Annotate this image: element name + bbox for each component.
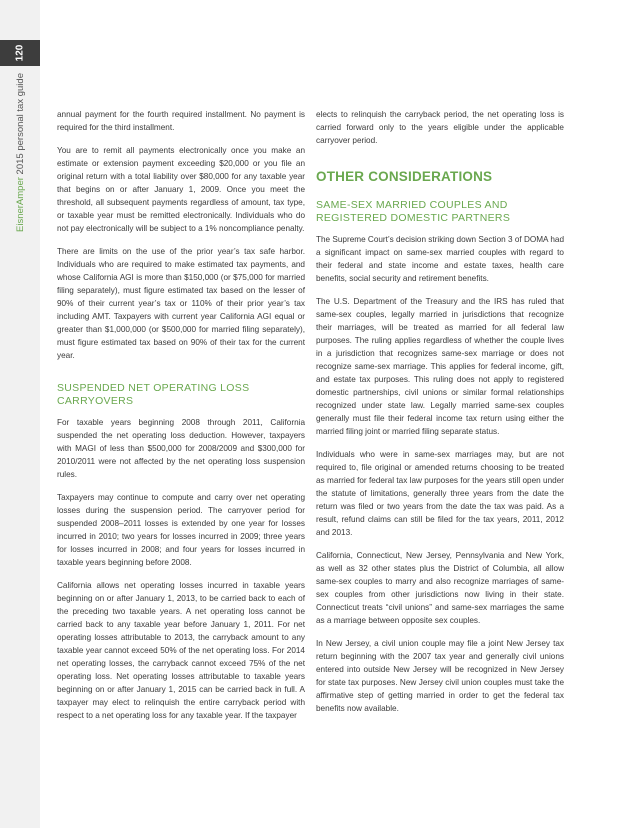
page-number-text: 120 bbox=[14, 44, 26, 62]
section-heading-other-considerations: OTHER CONSIDERATIONS bbox=[316, 169, 493, 184]
body-paragraph: Individuals who were in same-sex marriages may, but are not required to, file original or amended returns choosing to be treated as married for federal tax law purposes for the years still open under the statute of limitations, generally three years from the date the return was filed or two years from the date the tax was paid. As a result, refund claims can still be filed for the tax years, 2011, 2012 and 2013. bbox=[316, 450, 564, 537]
section-heading-nol: SUSPENDED NET OPERATING LOSS CARRYOVERS bbox=[57, 382, 250, 407]
body-paragraph: annual payment for the fourth required installment. No payment is required for the third installment. bbox=[57, 110, 305, 132]
left-column bbox=[57, 108, 305, 732]
body-paragraph: You are to remit all payments electronically once you make an estimate or extension payment exceeding $20,000 or you file an original return with a total liability over $80,000 for any taxable year that begins on or after January 1, 2009. Once you meet the threshold, all subsequent payments regardless of amount, tax type, or taxable year must be remitted electronically. Individuals who do not pay electronically will be subject to a 1% noncompliance penalty. bbox=[57, 146, 305, 233]
page-number bbox=[0, 40, 40, 66]
running-head-brand: EisnerAmper bbox=[15, 177, 26, 232]
body-paragraph: California allows net operating losses incurred in taxable years beginning on or after January 1, 2013, to be carried back to each of the preceding two taxable years. A net operating loss cannot be carried back to any taxable year before January 1, 2011. For net operating losses attributable to 2013, the carryback amount to any taxable year cannot exceed 50% of the net operating loss. For 2014 net operating losses, the carryback cannot exceed 75% of the net operating loss. Net operating losses attributable to taxable years beginning on or after January 1, 2015 can be carried back in full. A taxpayer may elect to relinquish the entire carryback period with respect to a net operating loss for any taxable year. If the taxpayer bbox=[57, 581, 305, 720]
body-paragraph: The U.S. Department of the Treasury and the IRS has ruled that same-sex couples, legally married in jurisdictions that recognize their marriages, will be treated as married for all federal law purposes. The ruling applies regardless of whether the couple lives in a jurisdiction that recognizes same-sex marriage or does not recognize same-sex marriage. This applies for federal income, gift, and estate tax purposes. This ruling does not apply to registered domestic partnerships, civil unions or similar formal relationships recognized under state law. Legally married same-sex couples generally must file their federal income tax return using either the married filing joint or married filing separate status. bbox=[316, 297, 564, 436]
body-paragraph: Taxpayers may continue to compute and carry over net operating losses during the suspension period. The carryover period for suspended 2008–2011 losses is extended by one year for losses incurred in 2010; two years for losses incurred in 2009; three years for losses incurred in 2008; and four years for losses incurred in taxable years beginning before 2008. bbox=[57, 493, 305, 567]
body-paragraph: There are limits on the use of the prior year’s tax safe harbor. Individuals who are required to make estimated tax payments, and whose California AGI is more than $150,000 (or $75,000 for married filing separately), must figure estimated tax based on the lesser of 90% of their current year’s tax or 110% of their prior year’s tax including AMT. Taxpayers with current year California AGI equal or greater than $1,000,000 (or $500,000 for married filing separately), must figure estimated tax based on 90% of their tax for the current year. bbox=[57, 247, 305, 360]
running-head bbox=[15, 73, 26, 232]
body-paragraph: In New Jersey, a civil union couple may file a joint New Jersey tax return beginning with the 2007 tax year and generally civil unions entered into outside New Jersey will be recognized in New Jersey for state tax purposes. New Jersey civil union couples must take the affirmative step of getting married in order to get the federal tax benefits now available. bbox=[316, 639, 564, 713]
body-paragraph: The Supreme Court’s decision striking down Section 3 of DOMA had a significant impact on same-sex married couples with regard to their federal and state income and estate taxes, health care benefits, social security and retirement benefits. bbox=[316, 235, 564, 283]
body-paragraph: elects to relinquish the carryback period, the net operating loss is carried forward only to the years eligible under the applicable carryover period. bbox=[316, 110, 564, 145]
right-column bbox=[316, 108, 564, 725]
body-paragraph: California, Connecticut, New Jersey, Pennsylvania and New York, as well as 32 other states plus the District of Columbia, all allow same-sex couples to marry and also recognize marriages of same-sex couples from other jurisdictions now living in their state. Connecticut treats “civil unions” and same-sex marriages the same as a marriage between opposite sex couples. bbox=[316, 551, 564, 625]
body-paragraph: For taxable years beginning 2008 through 2011, California suspended the net operating loss deduction. However, taxpayers with MAGI of less than $500,000 for 2008/2009 and $300,000 for 2010/2011 were not affected by the net operating loss suspension rules. bbox=[57, 418, 305, 479]
section-heading-same-sex: SAME-SEX MARRIED COUPLES AND REGISTERED DOMESTIC PARTNERS bbox=[316, 199, 511, 224]
running-head-title: 2015 personal tax guide bbox=[15, 73, 26, 175]
